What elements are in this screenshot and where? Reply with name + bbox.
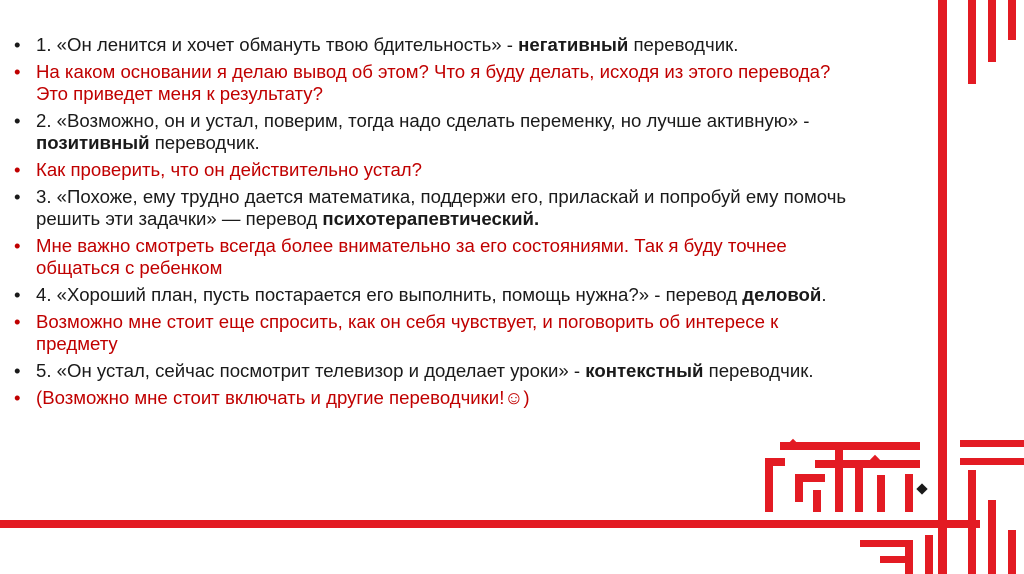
bullet-item-1 (14, 34, 854, 56)
bullet-icon: • (14, 159, 21, 180)
bullet-icon: • (14, 311, 21, 332)
item-bold-text: деловой (742, 284, 822, 305)
bullet-item-3 (14, 110, 854, 154)
item-bold-text: позитивный (36, 132, 150, 153)
top-right-stripe (1008, 0, 1016, 40)
bottom-right-stripe (1008, 530, 1016, 574)
bullet-item-2 (14, 61, 854, 105)
bullet-icon: • (14, 61, 21, 82)
top-right-stripe (968, 0, 976, 84)
bullet-item-4 (14, 159, 854, 181)
ornament-bar (765, 458, 785, 466)
bullet-icon: • (14, 34, 21, 55)
ornament-bar (880, 556, 910, 563)
dark-ornament-diamond (916, 483, 927, 494)
bullet-item-9 (14, 360, 854, 382)
bottom-right-stripe (968, 470, 976, 574)
item-text-end: переводчик. (628, 34, 739, 55)
bullet-icon: • (14, 360, 21, 381)
bullet-list (14, 34, 854, 409)
bullet-item-8 (14, 311, 854, 355)
ornament-bar (765, 458, 773, 512)
ornament-bar (780, 442, 920, 450)
ornament-bar (905, 474, 913, 512)
ornament-bar (855, 460, 863, 512)
item-text: На каком основании я делаю вывод об этом? Что я буду делать, исходя из этого перевода? Это приведет меня к результату? (36, 61, 831, 104)
item-text: 4. «Хороший план, пусть постарается его выполнить, помощь нужна?» - перевод (36, 284, 743, 305)
bullet-item-5 (14, 186, 854, 230)
item-bold-text: негативный (518, 34, 629, 55)
item-text-end: переводчик. (703, 360, 814, 381)
item-text: 2. «Возможно, он и устал, поверим, тогда надо сделать переменку, но лучше активную» - (36, 110, 810, 131)
ornament-bar (795, 474, 803, 502)
ornament-bar (860, 540, 910, 547)
horizontal-frame-line (0, 520, 980, 528)
item-bold-text: психотерапевтический. (322, 208, 540, 229)
right-short-bar (960, 440, 1024, 447)
bullet-icon: • (14, 110, 21, 131)
ornament-bar (905, 540, 913, 574)
ornament-bar (815, 460, 920, 468)
item-text-end: переводчик. (149, 132, 260, 153)
item-text: 1. «Он ленится и хочет обмануть твою бдительность» - (36, 34, 519, 55)
ornament-bar (925, 535, 933, 574)
bullet-icon: • (14, 284, 21, 305)
right-short-bar (960, 458, 1024, 465)
ornament-bar (835, 442, 843, 512)
bottom-right-stripe (988, 500, 996, 574)
item-text-end: . (821, 284, 827, 305)
slide-content (14, 34, 854, 414)
vertical-frame-line (938, 0, 947, 574)
item-text: Мне важно смотреть всегда более внимательно за его состояниями. Так я буду точнее общаться с ребенком (36, 235, 787, 278)
bullet-icon: • (14, 235, 21, 256)
item-bold-text: контекстный (585, 360, 704, 381)
bullet-icon: • (14, 186, 21, 207)
item-text: 3. «Похоже, ему трудно дается математика, поддержи его, приласкай и попробуй ему помочь решить эти задачки» — перевод (36, 186, 847, 229)
ornament-square (870, 455, 880, 465)
ornament-square (789, 439, 797, 447)
bullet-item-6 (14, 235, 854, 279)
item-text: Как проверить, что он действительно устал? (36, 159, 422, 180)
bullet-icon: • (14, 387, 21, 408)
bullet-item-10 (14, 387, 854, 409)
bullet-item-7 (14, 284, 854, 306)
ornament-bar (877, 475, 885, 512)
ornament-bar (813, 490, 821, 512)
item-text: 5. «Он устал, сейчас посмотрит телевизор и доделает уроки» - (36, 360, 586, 381)
top-right-stripe (988, 0, 996, 62)
item-text: Возможно мне стоит еще спросить, как он себя чувствует, и поговорить об интересе к предмету (36, 311, 779, 354)
ornament-bar (795, 474, 825, 482)
item-text: (Возможно мне стоит включать и другие переводчики!☺) (36, 387, 530, 408)
